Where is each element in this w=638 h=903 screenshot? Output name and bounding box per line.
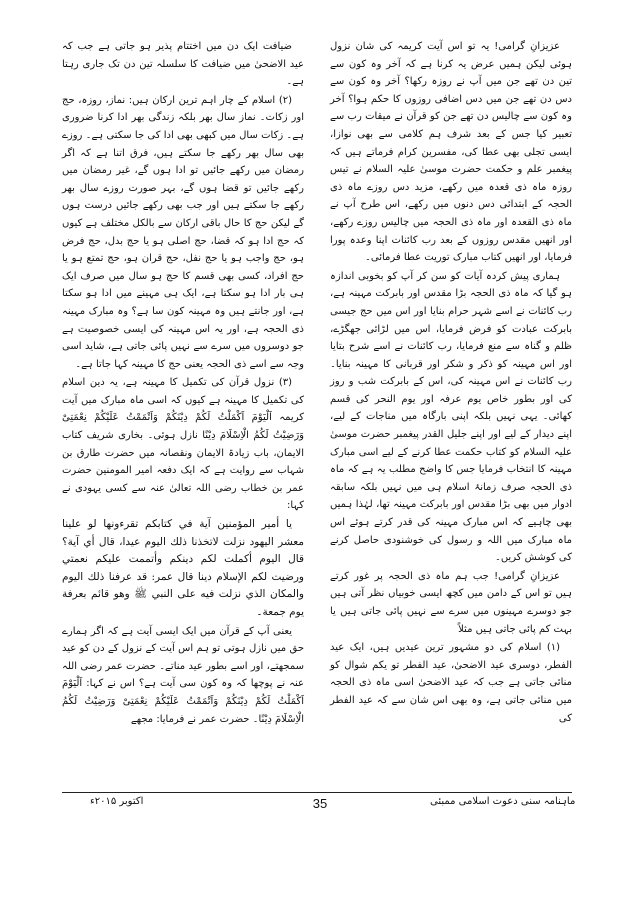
arabic-quote: يا أمير المؤمنين آية في كتابكم تقرءونها لو علينا معشر اليهود نزلت لاتخذنا ذلك اليوم عيدا، قال أي آية؟ قال اليوم أكملت لكم دينكم وأتممت عليكم نعمتي ورضيت لكم الإسلام دينا قال عمر: قد عرفنا ذلك اليوم والمكان الذي نزلت فيه على النبي ﷺ وهو قائم بعرفة يوم جمعة۔: [62, 518, 304, 618]
footer-divider: [62, 792, 572, 793]
paragraph: عزیزانِ گرامی! یہ تو اس آیت کریمہ کی شان نزول ہوئی لیکن ہمیں عرض یہ کرنا ہے کہ آخر وہ کون سے تین دن تھے جن میں آپ نے روزہ رکھا؟ آخر وہ کون سے دس دن تھے جن میں دس اضافی روزوں کا حکم ہوا؟ آخر وہ کون سے چالیس دن تھے جن کو قرآن نے میقات رب سے تعبیر کیا جس کے بعد شرف ہم کلامی سے بھی نوازا، ایسی تجلی بھی عطا کی، مفسرین کرام فرماتے ہیں کہ پیغمبر علم و حکمت حضرت موسیٰ علیہ السلام نے تیس روزہ ماہ ذی قعدہ میں رکھے، مزید دس روزے ماہ ذی الحجہ کے ابتدائی دس دنوں میں رکھے، اس طرح آپ نے ماہ ذی القعدہ اور ماہ ذی الحجہ میں چالیس روزے رکھے، اور انھیں مقدس روزوں کے بعد رب کائنات اپنا وعدہ پورا فرمایا، اور انھیں کتاب مبارک توریت عطا فرمائی۔: [330, 41, 572, 264]
footer-journal-name: ماہنامہ سنی دعوت اسلامی ممبئی: [430, 796, 576, 807]
footer-date: اکتوبر ۲۰۱۵ء: [90, 796, 144, 807]
paragraph: عزیزانِ گرامی! جب ہم ماہ ذی الحجہ پر غور کرتے ہیں تو اس کے دامن میں کچھ ایسی خوبیاں نظر آتی ہیں جو دوسرے مہینوں میں سرے سے نہیں پائی جاتی ہیں یا بہت کم پائی جاتی ہیں مثلاً: [330, 570, 572, 635]
paragraph: ہماری پیش کردہ آیات کو سن کر آپ کو بخوبی اندازہ ہو گیا کہ ماہ ذی الحجہ بڑا مقدس اور بابرکت مہینہ ہے، رب کائنات نے اسے شہر حرام بنایا اور اس میں حج جیسی بابرکت عبادت کو فرض فرمایا، اس میں لڑائی جھگڑے، ظلم و گناہ سے منع فرمایا، رب کائنات نے اسے شرح بتایا اور اس مہینہ کو ذکر و شکر اور قربانی کا مہینہ بنایا۔ رب کائنات نے اس مہینہ کی، اس کے بابرکت شب و روز کی اور بطور خاص یوم عرفہ اور یوم النحر کی قسم کھائی۔ یہی نہیں بلکہ اپنی بارگاہ میں مناجات کے لیے، اپنے دیدار کے لیے اور اپنے جلیل القدر پیغمبر حضرت موسیٰ علیہ السلام کو کتاب حکمت عطا کرنے کے لیے اسی مبارک مہینہ کا انتخاب فرمایا جس کا واضح مطلب یہ ہے کہ ماہ ذی الحجہ صرف زمانۂ اسلام ہی میں نہیں بلکہ سابقہ ادوار میں بھی بڑا مقدس اور بابرکت مہینہ تھا، لہٰذا ہمیں بھی چاہیے کہ اس مبارک مہینہ کی قدر کرتے ہوئے اس ماہ مبارک میں اللہ و رسول کی خوشنودی حاصل کرنے کی کوشش کریں۔: [330, 270, 572, 564]
right-column: [330, 38, 572, 728]
paragraph: (۱) اسلام کی دو مشہور ترین عیدیں ہیں، ایک عید الفطر، دوسری عید الاضحیٰ، عید الفطر تو یکم شوال کو منائی جاتی ہے جب کہ عید الاضحیٰ اسی ماہ ذی الحجہ میں منائی جاتی ہے، وہ بھی اس شان سے کہ عید الفطر کی: [330, 642, 572, 724]
left-column: [62, 38, 304, 729]
paragraph: (۲) اسلام کے چار اہم ترین ارکان ہیں: نماز، روزہ، حج اور زکات۔ نماز سال بھر بلکہ زندگی بھر ادا کرنا ضروری ہے۔ زکات سال میں کبھی بھی ادا کی جا سکتی ہے۔ روزے بھی سال بھر رکھے جا سکتے ہیں، فرق اتنا ہے کہ اگر رمضان میں رکھے جائیں تو ادا ہوں گے، غیر رمضان میں رکھے جائیں تو قضا ہوں گے، بہر صورت روزے سال بھر رکھے جا سکتے ہیں اور جب بھی رکھے جائیں درست ہوں گے لیکن حج کا حال باقی ارکان سے بالکل مختلف ہے کیوں کہ حج ادا ہو کہ قضا، حج اصلی ہو یا حج بدل، حج فرض ہو، حج واجب ہو یا حج نفل، حج قران ہو، حج تمتع ہو یا حج افراد، کسی بھی قسم کا حج ہو سال میں صرف ایک ہی بار ادا ہو سکتا ہے، ایک ہی مہینے میں ادا ہو سکتا ہے، اور جانتے ہیں وہ مہینہ کون سا ہے؟ وہ مبارک مہینہ ذی الحجہ ہے، اور یہ اس مہینہ کی ایسی خصوصیت ہے جو دوسروں میں سرے سے نہیں پائی جاتی ہے، شاید اسی وجہ سے اسے ذی الحجہ یعنی حج کا مہینہ کہا جاتا ہے۔: [62, 94, 304, 370]
paragraph: ضیافت ایک دن میں اختتام پذیر ہو جاتی ہے جب کہ عید الاضحیٰ میں ضیافت کا سلسلہ تین دن تک جاری رہتا ہے۔: [62, 41, 304, 88]
page-number: 35: [312, 796, 328, 811]
paragraph: یعنی آپ کے قرآن میں ایک ایسی آیت ہے کہ اگر ہمارے حق میں نازل ہوتی تو ہم اس آیت کے نزول کے دن کو عید سمجھتے، اور اسے بطور عید مناتے۔ حضرت عمر رضی اللہ عنہ نے پوچھا کہ وہ کون سی آیت ہے؟ اس نے کہا: اَلْیَوْمَ اَکْمَلْتُ لَکُمْ دِیْنَکُمْ وَاَتْمَمْتُ عَلَیْکُمْ نِعْمَتِیْ وَرَضِیْتُ لَکُمُ الْاِسْلَامَ دِیْنًا۔ حضرت عمر نے فرمایا: مجھے: [62, 625, 304, 725]
paragraph: (۳) نزول قرآن کی تکمیل کا مہینہ ہے، یہ دین اسلام کی تکمیل کا مہینہ ہے کیوں کہ اسی ماہ مبارک میں آیت کریمہ اَلْیَوْمَ اَکْمَلْتُ لَکُمْ دِیْنَکُمْ وَاَتْمَمْتُ عَلَیْکُمْ نِعْمَتِیْ وَرَضِیْتُ لَکُمُ الْاِسْلَامَ دِیْنًا نازل ہوئی۔ بخاری شریف کتاب الایمان، باب زیادۃ الایمان ونقصانہ میں حضرت طارق بن شہاب سے روایت ہے کہ ایک دفعہ امیر المومنین حضرت عمر بن خطاب رضی اللہ تعالیٰ عنہ سے کسی یہودی نے کہا:: [62, 377, 304, 512]
